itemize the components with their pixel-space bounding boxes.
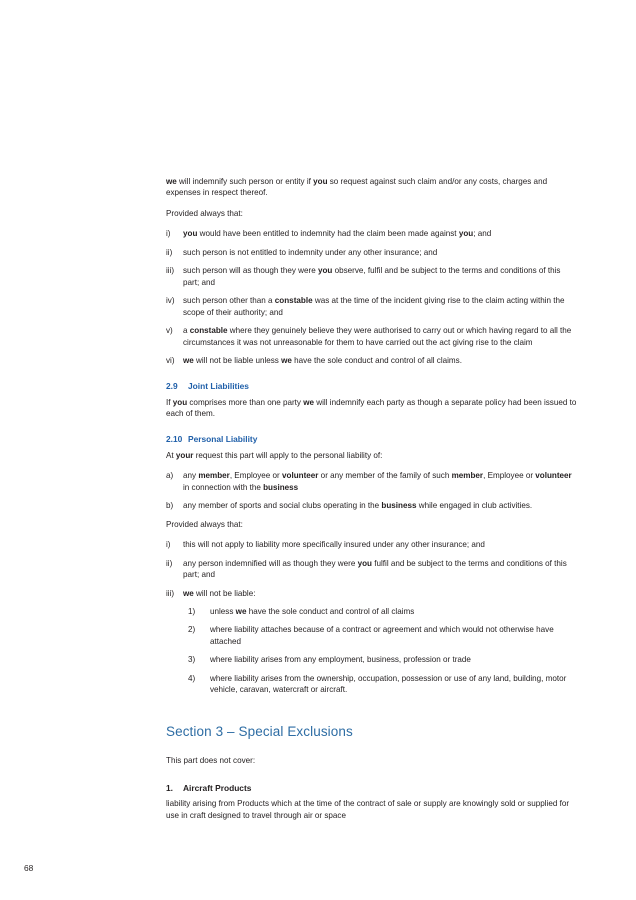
list-item	[166, 500, 578, 511]
list-text: we will not be liable:	[183, 588, 256, 598]
list-marker: a)	[166, 471, 174, 481]
list-roman-1	[166, 228, 578, 366]
list-text: a constable where they genuinely believe they were authorised to carry out or which having regard to all the circumstances it was not unreasonable for them to have carried out the act giving rise to the claim	[183, 326, 572, 347]
heading-title: Aircraft Products	[183, 782, 252, 793]
heading-number: 2.9	[166, 380, 178, 391]
sublist-item	[188, 624, 578, 647]
list-marker: ii)	[166, 558, 173, 568]
sublist-marker: 2)	[188, 625, 196, 635]
list-item	[166, 295, 578, 318]
paragraph-2-9: If you comprises more than one party we will indemnify each party as though a separate policy had been issued to each of them.	[166, 397, 577, 419]
list-item	[166, 539, 578, 550]
heading-2-10	[166, 434, 578, 446]
intro-paragraph	[166, 176, 578, 199]
list-roman-2	[166, 539, 578, 599]
sublist-text: where liability attaches because of a contract or agreement and which would not otherwise have attached	[210, 625, 554, 646]
list-text: we will not be liable unless we have the sole conduct and control of all claims.	[183, 356, 462, 366]
list-marker: iv)	[166, 296, 175, 306]
list-item	[166, 355, 578, 366]
section-3-lead: This part does not cover:	[166, 756, 256, 766]
heading-aircraft-products	[166, 783, 578, 795]
list-marker: ii)	[166, 247, 173, 257]
intro-text-2: so request against such claim and/or any costs, charges and expenses in respect thereof.	[166, 177, 548, 198]
list-text: such person is not entitled to indemnity under any other insurance; and	[183, 247, 438, 257]
heading-number: 1.	[166, 782, 173, 793]
list-item	[166, 265, 578, 288]
list-text: such person other than a constable was at the time of the incident giving rise to the claim acting within the scope of their authority; and	[183, 296, 565, 317]
list-alpha	[166, 470, 578, 511]
list-item	[166, 558, 578, 581]
sublist-text: where liability arises from the ownership, occupation, possession or use of any land, building, motor vehicle, caravan, watercraft or aircraft.	[210, 673, 567, 695]
sublist-text: unless we have the sole conduct and control of all claims	[210, 606, 415, 616]
intro-text-1: will indemnify such person or entity if	[176, 177, 314, 186]
list-marker: vi)	[166, 356, 175, 366]
list-item	[166, 228, 578, 239]
list-marker: i)	[166, 540, 171, 550]
list-text: any member of sports and social clubs operating in the business while engaged in club activities.	[183, 501, 533, 511]
sublist-marker: 3)	[188, 655, 196, 665]
list-text: any person indemnified will as though they were you fulfil and be subject to the terms and conditions of this part; and	[183, 558, 567, 580]
page-number: 68	[24, 863, 34, 874]
section-3-title: Section 3 – Special Exclusions	[166, 723, 353, 739]
intro-bold-2: you	[313, 177, 328, 186]
sublist-marker: 4)	[188, 673, 196, 683]
list-item	[166, 247, 578, 258]
list-item	[166, 470, 578, 493]
list-marker: v)	[166, 326, 173, 336]
aircraft-products-text: liability arising from Products which at the time of the contract of sale or supply are knowingly sold or supplied for use in craft designed to travel through air or space	[166, 799, 570, 820]
list-marker: b)	[166, 501, 174, 511]
heading-2-9	[166, 381, 578, 393]
list-marker: iii)	[166, 588, 175, 598]
sublist-item	[188, 606, 578, 617]
list-marker: iii)	[166, 266, 175, 276]
provided-always-2: Provided always that:	[166, 519, 243, 529]
sublist-item	[188, 654, 578, 665]
heading-number: 2.10	[166, 433, 183, 444]
sublist-numeric	[166, 606, 578, 696]
sublist-marker: 1)	[188, 606, 196, 616]
provided-always-1: Provided always that:	[166, 208, 243, 218]
list-item	[166, 588, 578, 599]
sublist-text: where liability arises from any employment, business, profession or trade	[210, 655, 471, 665]
list-text: any member, Employee or volunteer or any member of the family of such member, Employee or volunteer in connection with the business	[183, 471, 572, 492]
list-marker: i)	[166, 229, 171, 239]
heading-title: Joint Liabilities	[188, 380, 249, 391]
heading-title: Personal Liability	[188, 433, 258, 444]
list-text: such person will as though they were you observe, fulfil and be subject to the terms and conditions of this part; and	[183, 266, 561, 287]
sublist-item	[188, 673, 578, 696]
list-item	[166, 325, 578, 348]
list-text: you would have been entitled to indemnity had the claim been made against you; and	[183, 229, 492, 239]
intro-lead-bold: we	[166, 177, 177, 186]
page-content	[166, 176, 578, 830]
list-text: this will not apply to liability more specifically insured under any other insurance; and	[183, 540, 485, 550]
paragraph-2-10-lead: At your request this part will apply to the personal liability of:	[166, 450, 383, 460]
